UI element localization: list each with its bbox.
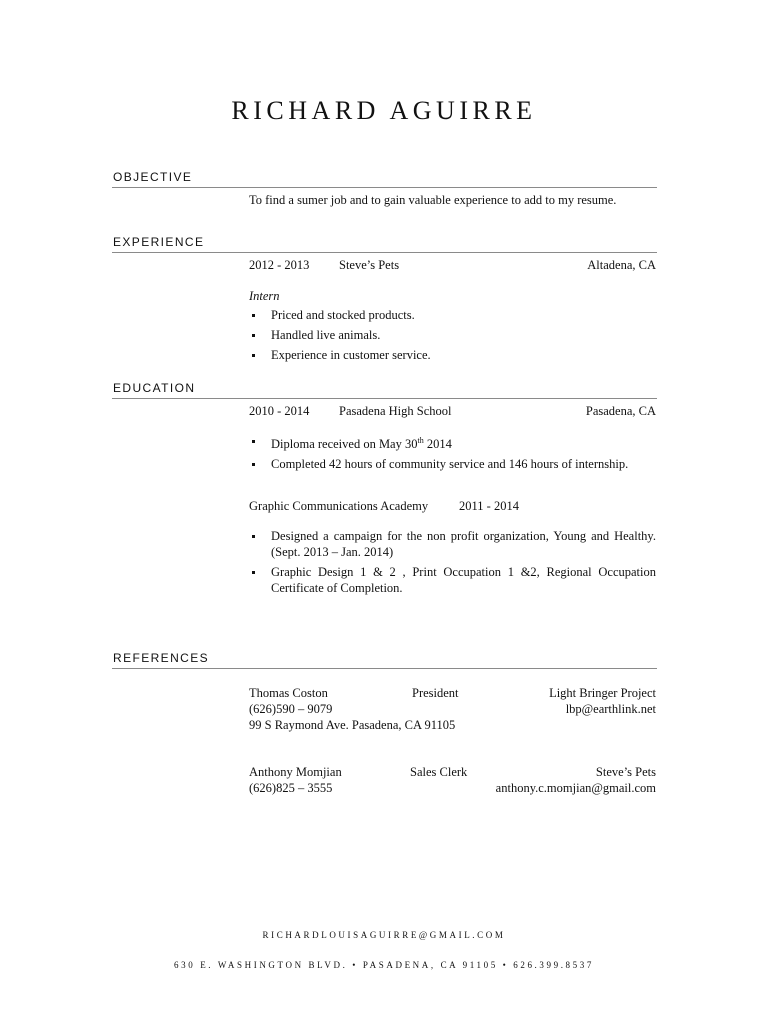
reference-org: Light Bringer Project	[549, 686, 656, 700]
experience-title: Intern	[249, 289, 280, 303]
reference-role: Sales Clerk	[410, 765, 468, 779]
reference-phone: (626)825 – 3555	[249, 781, 333, 795]
reference-email[interactable]: lbp@earthlink.net	[565, 702, 656, 716]
education-rule	[112, 398, 657, 399]
education-bullets	[249, 433, 656, 472]
reference-phone: (626)590 – 9079	[249, 702, 333, 716]
experience-bullets	[249, 307, 656, 363]
reference-row	[249, 717, 656, 733]
education-row	[249, 403, 656, 419]
education-years: 2010 - 2014	[249, 404, 310, 418]
list-item: Handled live animals.	[249, 327, 656, 343]
diploma-sup: th	[417, 436, 424, 445]
reference-entry	[249, 764, 656, 796]
reference-address: 99 S Raymond Ave. Pasadena, CA 91105	[249, 718, 456, 732]
reference-org: Steve’s Pets	[595, 765, 656, 779]
education-body	[249, 403, 656, 596]
experience-rule	[112, 252, 657, 253]
education-heading: EDUCATION	[113, 381, 196, 395]
experience-section	[112, 235, 657, 362]
reference-row	[249, 780, 656, 796]
references-heading: REFERENCES	[113, 651, 210, 665]
objective-heading: OBJECTIVE	[113, 170, 193, 184]
education-location: Pasadena, CA	[585, 404, 656, 418]
list-item: Designed a campaign for the non profit organization, Young and Healthy. (Sept. 2013 – Jan. 2014)	[249, 528, 656, 560]
reference-row	[249, 701, 656, 717]
objective-body	[249, 192, 656, 208]
list-item: Completed 42 hours of community service and 146 hours of internship.	[249, 456, 656, 472]
resume-name: RICHARD AGUIRRE	[231, 96, 537, 125]
education-section	[112, 381, 657, 596]
experience-body	[249, 257, 656, 363]
reference-row	[249, 685, 656, 701]
objective-text: To find a sumer job and to gain valuable experience to add to my resume.	[249, 193, 617, 207]
list-item: Priced and stocked products.	[249, 307, 656, 323]
references-section	[112, 651, 657, 795]
academy-name: Graphic Communications Academy	[249, 499, 429, 514]
reference-name: Thomas Coston	[249, 686, 328, 700]
list-item	[249, 433, 656, 452]
reference-name: Anthony Momjian	[249, 765, 342, 779]
education-school: Pasadena High School	[339, 404, 452, 418]
experience-heading: EXPERIENCE	[113, 235, 205, 249]
reference-row	[249, 764, 656, 780]
list-item: Experience in customer service.	[249, 347, 656, 363]
references-rule	[112, 668, 657, 669]
list-item: Graphic Design 1 & 2 , Print Occupation 1 &2, Regional Occupation Certificate of Completion.	[249, 564, 656, 596]
references-body	[249, 685, 656, 796]
objective-section	[112, 170, 657, 207]
reference-email[interactable]: anthony.c.momjian@gmail.com	[495, 781, 656, 795]
experience-row	[249, 257, 656, 273]
footer-email[interactable]: RICHARDLOUISAGUIRRE@GMAIL.COM	[262, 930, 506, 940]
objective-rule	[112, 187, 657, 188]
experience-years: 2012 - 2013	[249, 258, 310, 272]
reference-role: President	[412, 686, 459, 700]
experience-employer: Steve’s Pets	[339, 258, 400, 272]
footer-address: 630 E. WASHINGTON BLVD. • PASADENA, CA 91105 • 626.399.8537	[174, 960, 594, 970]
academy-row	[249, 498, 656, 514]
academy-bullets	[249, 528, 656, 596]
experience-location: Altadena, CA	[587, 258, 656, 272]
diploma-text: Diploma received on May 30	[271, 437, 418, 452]
reference-entry	[249, 685, 656, 733]
diploma-year: 2014	[423, 437, 452, 452]
academy-years: 2011 - 2014	[459, 499, 519, 514]
